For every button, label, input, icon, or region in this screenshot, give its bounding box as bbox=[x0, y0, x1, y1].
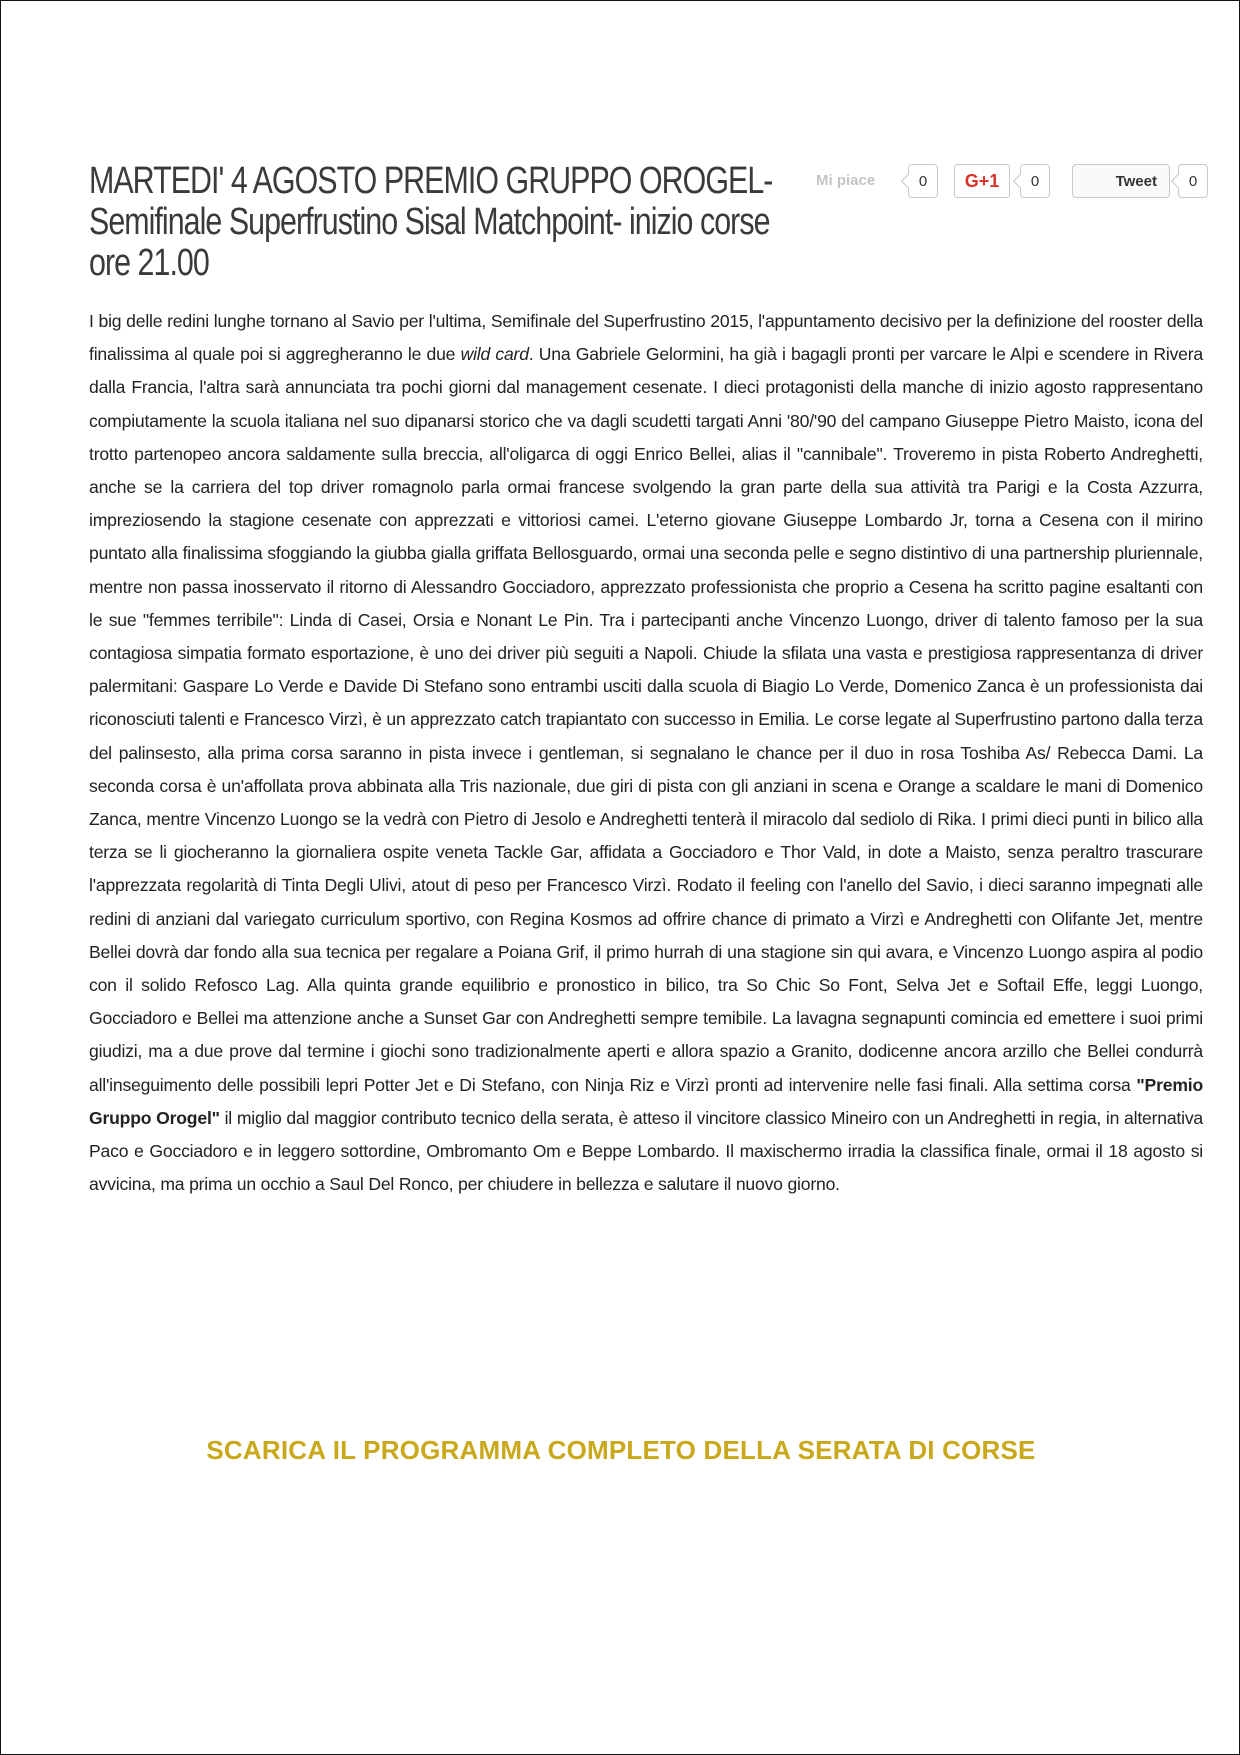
wild-card-term: wild card bbox=[460, 344, 529, 365]
premio-name: "Premio Gruppo Orogel" bbox=[89, 1074, 1203, 1128]
gplus-button[interactable]: G+1 bbox=[954, 164, 1010, 198]
like-count: 0 bbox=[908, 164, 938, 198]
article-body-part1: I big delle redini lunghe tornano al Savio per l'ultima, Semifinale del Superfrustino 2015, l'appuntamento decisivo per la definizione del rooster della finalissima al quale poi si aggregheranno le due bbox=[89, 311, 1203, 365]
article-body-part3: il miglio dal maggior contributo tecnico della serata, è atteso il vincitore classico Mineiro con un Andreghetti in regia, in alternativa Paco e Gocciadoro e in leggero sottordine, Ombromanto Om e Beppe Lombardo. Il maxischermo irradia la classifica finale, ormai il 18 agosto si avvicina, ma prima un occhio a Saul Del Ronco, per chiudere in bellezza e salutare il nuovo giorno. bbox=[89, 1107, 1204, 1195]
article-title: MARTEDI' 4 AGOSTO PREMIO GRUPPO OROGEL- Semifinale Superfrustino Sisal Matchpoint- inizio corse ore 21.00 bbox=[89, 160, 773, 284]
gplus-count: 0 bbox=[1020, 164, 1050, 198]
article-body bbox=[89, 305, 1203, 1201]
tweet-count: 0 bbox=[1178, 164, 1208, 198]
article-body-part2: . Una Gabriele Gelormini, ha già i bagagli pronti per varcare le Alpi e scendere in Rivera dalla Francia, l'altra sarà annunciata tra pochi giorni dal management cesenate. I dieci protagonisti della manche di inizio agosto rappresentano compiutamente la scuola italiana nel suo dipanarsi storico che va dagli scudetti targati Anni '80/'90 del campano Giuseppe Pietro Maisto, icona del trotto partenopeo ancora saldamente sulla breccia, all'oligarca di oggi Enrico Bellei, alias il "cannibale". Troveremo in pista Roberto Andreghetti, anche se la carriera del top driver romagnolo parla ormai francese svolgendo la gran parte della sua attività tra Parigi e la Costa Azzurra, impreziosendo la stagione cesenate con apprezzati e vittoriosi camei. L'eterno giovane Giuseppe Lombardo Jr, torna a Cesena con il mirino puntato alla finalissima sfoggiando la giubba gialla griffata Bellosguardo, ormai una seconda pelle e segno distintivo di una partnership pluriennale, mentre non passa inosservato il ritorno di Alessandro Gocciadoro, apprezzato professionista che proprio a Cesena ha scritto pagine esaltanti con le sue "femmes terribile": Linda di Casei, Orsia e Nonant Le Pin. Tra i partecipanti anche Vincenzo Luongo, driver di talento famoso per la sua contagiosa simpatia formato esportazione, è uno dei driver più seguiti a Napoli. Chiude la sfilata una vasta e prestigiosa rappresentanza di driver palermitani: Gaspare Lo Verde e Davide Di Stefano sono entrambi usciti dalla scuola di Biagio Lo Verde, Domenico Zanca è un professionista dai riconosciuti talenti e Francesco Virzì, è un apprezzato catch trapiantato con successo in Emilia. Le corse legate al Superfrustino partono dalla terza del palinsesto, alla prima corsa saranno in pista invece i gentleman, si segnalano le chance per il duo in rosa Toshiba As/ Rebecca Dami. La seconda corsa è un'affollata prova abbinata alla Tris nazionale, due giri di pista con gli anziani in scena e Orange a scaldare le mani di Domenico Zanca, mentre Vincenzo Luongo se la vedrà con Pietro di Jesolo e Andreghetti tenterà il miracolo dal sediolo di Rika. I primi dieci punti in bilico alla terza se li giocheranno la giornaliera ospite veneta Tackle Gar, affidata a Gocciadoro e Thor Vald, in dote a Maisto, senza peraltro trascurare l'apprezzata regolarità di Tinta Degli Ulivi, atout di peso per Francesco Virzì. Rodato il feeling con l'anello del Savio, i dieci saranno impegnati alle redini di anziani dal variegato curriculum sportivo, con Regina Kosmos ad offrire chance di primato a Virzì e Andreghetti con Olifante Jet, mentre Bellei dovrà dar fondo alla sua tecnica per regalare a Poiana Grif, il primo hurrah di una stagione sin qui avara, e Vincenzo Luongo aspira al podio con il solido Refosco Lag. Alla quinta grande equilibrio e pronostico in bilico, tra So Chic So Font, Selva Jet e Softail Effe, leggi Luongo, Gocciadoro e Bellei ma attenzione anche a Sunset Gar con Andreghetti sempre temibile. La lavagna segnapunti comincia ed emettere i suoi primi giudizi, ma a due prove dal termine i giochi sono tradizionalmente aperti e allora spazio a Granito, dodicenne ancora arzillo che Bellei condurrà all'inseguimento delle possibili lepri Potter Jet e Di Stefano, con Ninja Riz e Virzì pronti ad intervenire nelle fasi finali. Alla settima corsa bbox=[89, 344, 1203, 1095]
like-button[interactable]: Mi piace bbox=[816, 172, 876, 189]
tweet-button[interactable]: Tweet bbox=[1072, 164, 1170, 198]
social-share-bar bbox=[816, 164, 1206, 202]
download-program-link[interactable]: SCARICA IL PROGRAMMA COMPLETO DELLA SERATA DI CORSE bbox=[206, 1435, 1036, 1465]
